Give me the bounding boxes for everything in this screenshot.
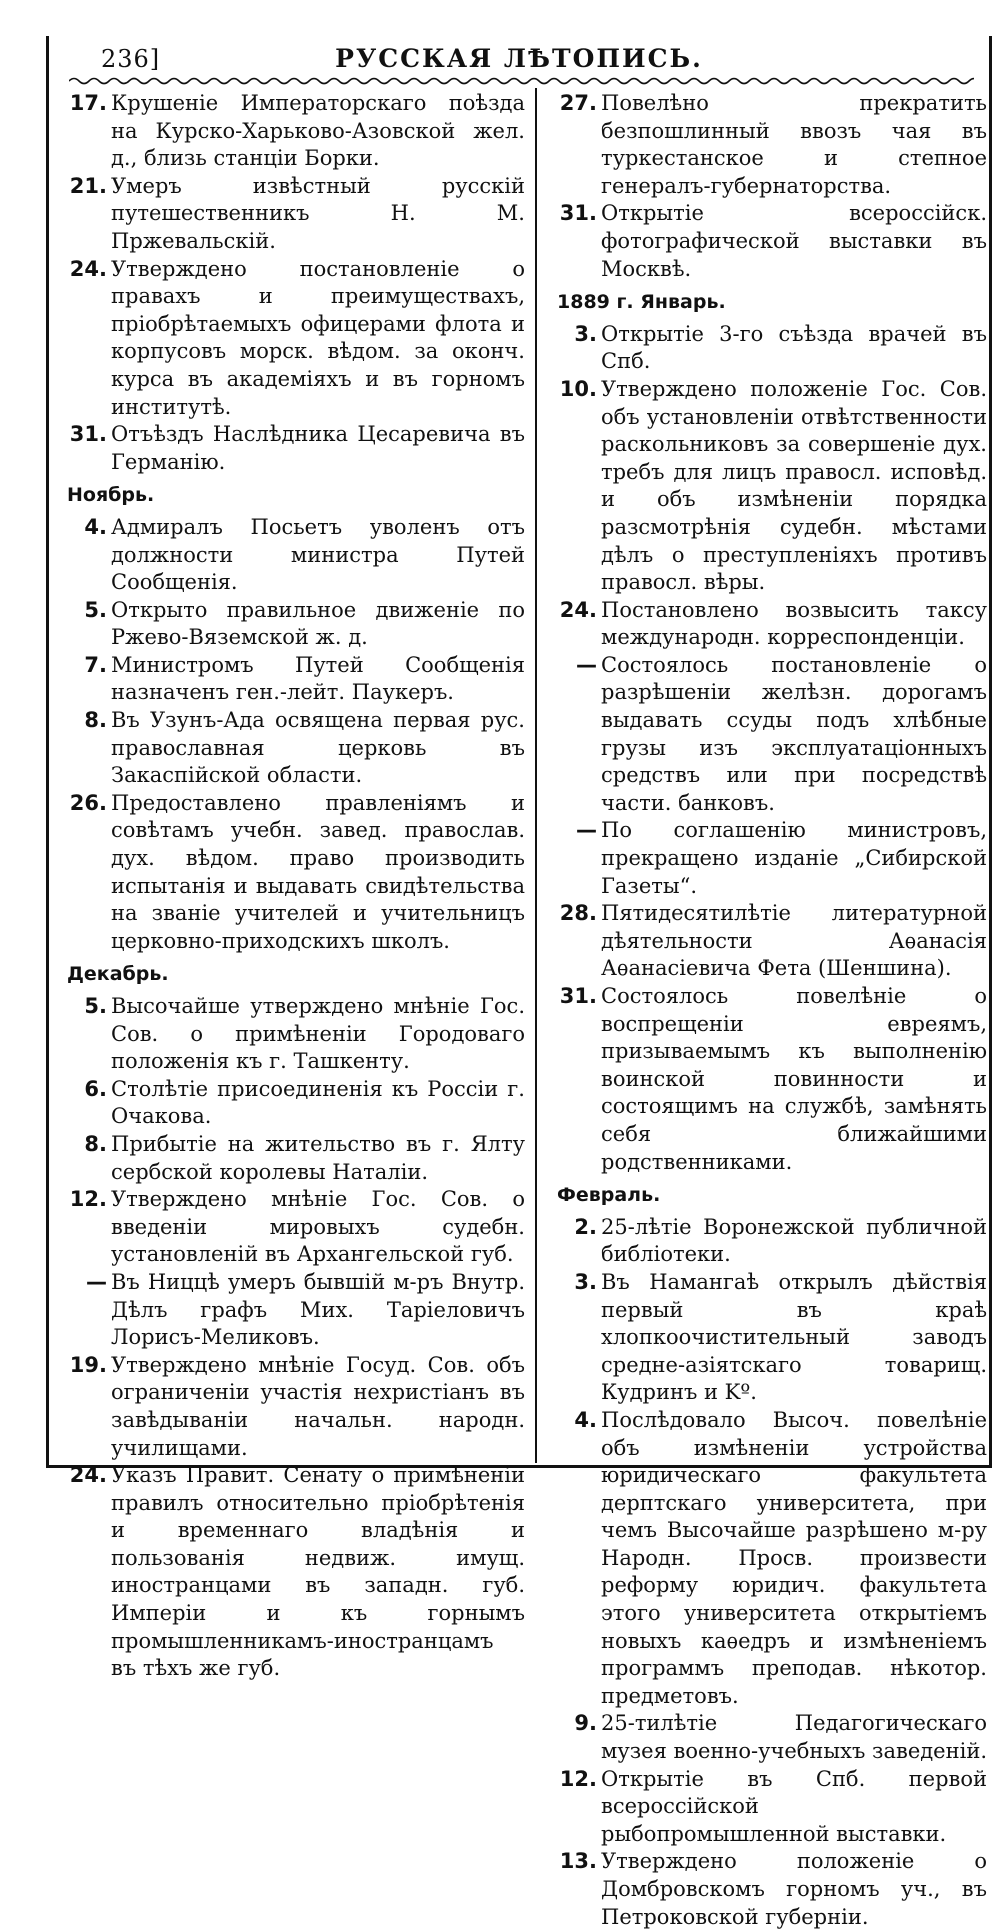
entry-text: Предоставлено правленіямъ и совѣтамъ учебн. завед. православ. дух. вѣдом. право производить испытанія и выдавать свидѣтельства на званіе учителей и учительницъ церковно-приходскихъ школъ. [111,790,525,953]
entry-text: Пятидесятилѣтіе литературной дѣятельности Аѳанасія Аѳанасіевича Фета (Шеншина). [601,901,987,981]
entry-date: 13. [559,1849,597,1874]
entry-date: 7. [84,652,107,677]
month-heading: Февраль. [557,1184,661,1207]
entry-date: 24. [69,256,107,281]
entry-text: 25-лѣтіе Воронежской публичной библіотеки. [601,1214,987,1267]
chronicle-entry [67,1269,525,1352]
entry-date: — [86,1269,107,1294]
entry-date: 28. [559,901,597,926]
chronicle-entry [557,652,987,818]
entry-text: Открытіе 3-го съѣзда врачей въ Спб. [601,321,987,374]
entry-text: Прибытіе на жительство въ г. Ялту сербской королевы Наталіи. [111,1131,525,1184]
column-divider [535,88,537,1463]
chronicle-entry [67,1131,525,1186]
chronicle-entry [557,1269,987,1407]
entry-text: Открытіе въ Спб. первой всероссійской рыбопромышленной выставки. [601,1766,987,1846]
entry-text: Крушеніе Императорскаго поѣзда на Курско-Харьково-Азовской жел. д., близь станціи Борки. [111,91,525,171]
page-frame [46,36,992,1929]
entry-date: 26. [69,790,107,815]
chronicle-entry [557,1766,987,1849]
entry-text: Министромъ Путей Сообщенія назначенъ ген.-лейт. Паукеръ. [111,652,525,705]
chronicle-entry [557,817,987,900]
chronicle-entry [557,321,987,376]
month-heading: 1889 г. Январь. [557,291,726,314]
entry-date: — [576,818,597,843]
entry-text: Утверждено положеніе Гос. Сов. объ установленіи отвѣтственности раскольниковъ за совершеніе дух. требъ для лицъ правосл. исповѣд. и объ измѣненіи порядка разсмотрѣнія судебн. мѣстами дѣлъ о преступленіяхъ противъ правосл. вѣры. [601,376,987,595]
entry-date: 2. [574,1214,597,1239]
entry-date: 5. [84,994,107,1018]
entry-text: Отъѣздъ Наслѣдника Цесаревича въ Германію. [111,422,525,474]
entry-date: 5. [84,597,107,622]
entry-text: Высочайше утверждено мнѣніе Гос. Сов. о примѣненіи Городоваго положенія къ г. Ташкенту. [111,994,525,1074]
entry-text: Умеръ извѣстный русскій путешественникъ Н. М. Пржевальскій. [111,173,525,253]
chronicle-entry [67,1462,525,1683]
chronicle-entry [557,900,987,983]
wavy-rule [69,76,974,86]
entry-text: Утверждено положеніе о Домбровскомъ горномъ уч., въ Петроковской губерніи. [601,1849,987,1929]
chronicle-entry [67,993,525,1076]
chronicle-entry [557,90,987,200]
entry-date: 3. [574,321,597,346]
entry-date: 12. [69,1187,107,1212]
chronicle-entry [557,1710,987,1765]
chronicle-entry [67,1186,525,1269]
entry-text: Столѣтіе присоединенія къ Россіи г. Очакова. [111,1076,525,1129]
entry-date: 24. [69,1463,107,1488]
chronicle-entry [557,1214,987,1269]
entry-date: 27. [559,91,597,115]
entry-date: — [576,652,597,677]
entry-date: 10. [559,376,597,401]
chronicle-entry [67,652,525,707]
chronicle-entry [67,1352,525,1462]
month-heading: Декабрь. [67,963,169,986]
entry-date: 12. [559,1766,597,1791]
chronicle-entry [67,790,525,956]
running-header [49,36,989,94]
entry-date: 24. [559,597,597,622]
chronicle-entry [67,707,525,790]
entry-text: Утверждено мнѣніе Госуд. Сов. объ ограниченіи участія нехристіанъ въ завѣдываніи начальн. народн. училищами. [111,1352,525,1460]
chronicle-entry [67,421,525,476]
left-column [67,90,525,1683]
entry-text: Указъ Правит. Сенату о примѣненіи правилъ относительно пріобрѣтенія и временнаго владѣнія и пользованія недвиж. имущ. иностранцами въ западн. губ. Имперіи и къ горнымъ промышленникамъ-иностранцамъ въ тѣхъ же губ. [111,1463,525,1681]
entry-date: 31. [559,201,597,226]
entry-date: 8. [84,708,107,733]
entry-text: 25-тилѣтіе Педагогическаго музея военно-учебныхъ заведеній. [601,1711,987,1764]
entry-text: Состоялось постановленіе о разрѣшеніи желѣзн. дорогамъ выдавать ссуды подъ хлѣбные грузы изъ эксплуатаціонныхъ средствъ или при посредствѣ части. банковъ. [601,652,987,815]
entry-text: По соглашенію министровъ, прекращено изданіе „Сибирской Газеты“. [601,818,987,898]
entry-date: 6. [84,1076,107,1101]
entry-date: 4. [84,514,107,539]
chronicle-entry [67,173,525,256]
chronicle-entry [67,597,525,652]
entry-date: 8. [84,1131,107,1156]
chronicle-entry [557,1848,987,1931]
entry-text: Утверждено мнѣніе Гос. Сов. о введеніи мировыхъ судебн. установленій въ Архангельской губ. [111,1187,525,1267]
entry-text: Въ Ниццѣ умеръ бывшій м-ръ Внутр. Дѣлъ графъ Мих. Таріеловичъ Лорисъ-Меликовъ. [111,1269,525,1350]
entry-date: 4. [574,1407,597,1432]
page-number: 236] [101,45,161,73]
entry-text: Повелѣно прекратить безпошлинный ввозъ чая въ туркестанское и степное генералъ-губернаторства. [601,91,987,198]
chronicle-entry [557,597,987,652]
entry-date: 21. [69,173,107,198]
entry-text: Въ Узунъ-Ада освящена первая рус. православная церковь въ Закаспійской области. [111,708,525,788]
chronicle-entry [557,200,987,283]
chronicle-entry [67,514,525,597]
entry-text: Состоялось повелѣніе о воспрещеніи евреямъ, призываемымъ къ выполненію воинской повинности и состоящимъ на службѣ, замѣнять себя ближайшими родственниками. [601,984,987,1174]
chronicle-entry [557,1407,987,1711]
entry-date: 9. [574,1711,597,1736]
chronicle-entry [557,376,987,597]
entry-text: Открытіе всероссійск. фотографической выставки въ Москвѣ. [601,201,987,281]
chronicle-entry [67,256,525,422]
entry-text: Постановлено возвысить таксу международн. корреспонденціи. [601,597,987,650]
entry-date: 3. [574,1269,597,1294]
chronicle-entry [557,983,987,1176]
entry-date: 31. [559,984,597,1008]
entry-text: Открыто правильное движеніе по Ржево-Вяземской ж. д. [111,597,525,650]
entry-date: 19. [69,1352,107,1377]
entry-text: Послѣдовало Высоч. повелѣніе объ измѣненіи устройства юридическаго факультета дерптскаго университета, при чемъ Высочайше разрѣшено м-ру Народн. Просв. произвести реформу юридич. факультета этого университета открытіемъ новыхъ каѳедръ и измѣненіемъ программъ преподав. нѣкотор. предметовъ. [601,1407,987,1708]
chronicle-entry [67,90,525,173]
month-heading: Ноябрь. [67,484,155,507]
right-column [557,90,987,1931]
entry-text: Утверждено постановленіе о правахъ и преимуществахъ, пріобрѣтаемыхъ офицерами флота и корпусовъ морск. вѣдом. за оконч. курса въ академіяхъ и въ горномъ институтѣ. [111,256,525,419]
running-title: РУССКАЯ ЛѢТОПИСЬ. [335,44,703,73]
entry-text: Въ Намангаѣ открылъ дѣйствія первый въ краѣ хлопкоочистительный заводъ средне-азіятскаго товарищ. Кудринъ и Kº. [601,1269,987,1405]
entry-text: Адмиралъ Посьетъ уволенъ отъ должности министра Путей Сообщенія. [111,514,525,595]
entry-date: 17. [69,91,107,115]
entry-date: 31. [69,422,107,447]
chronicle-entry [67,1076,525,1131]
